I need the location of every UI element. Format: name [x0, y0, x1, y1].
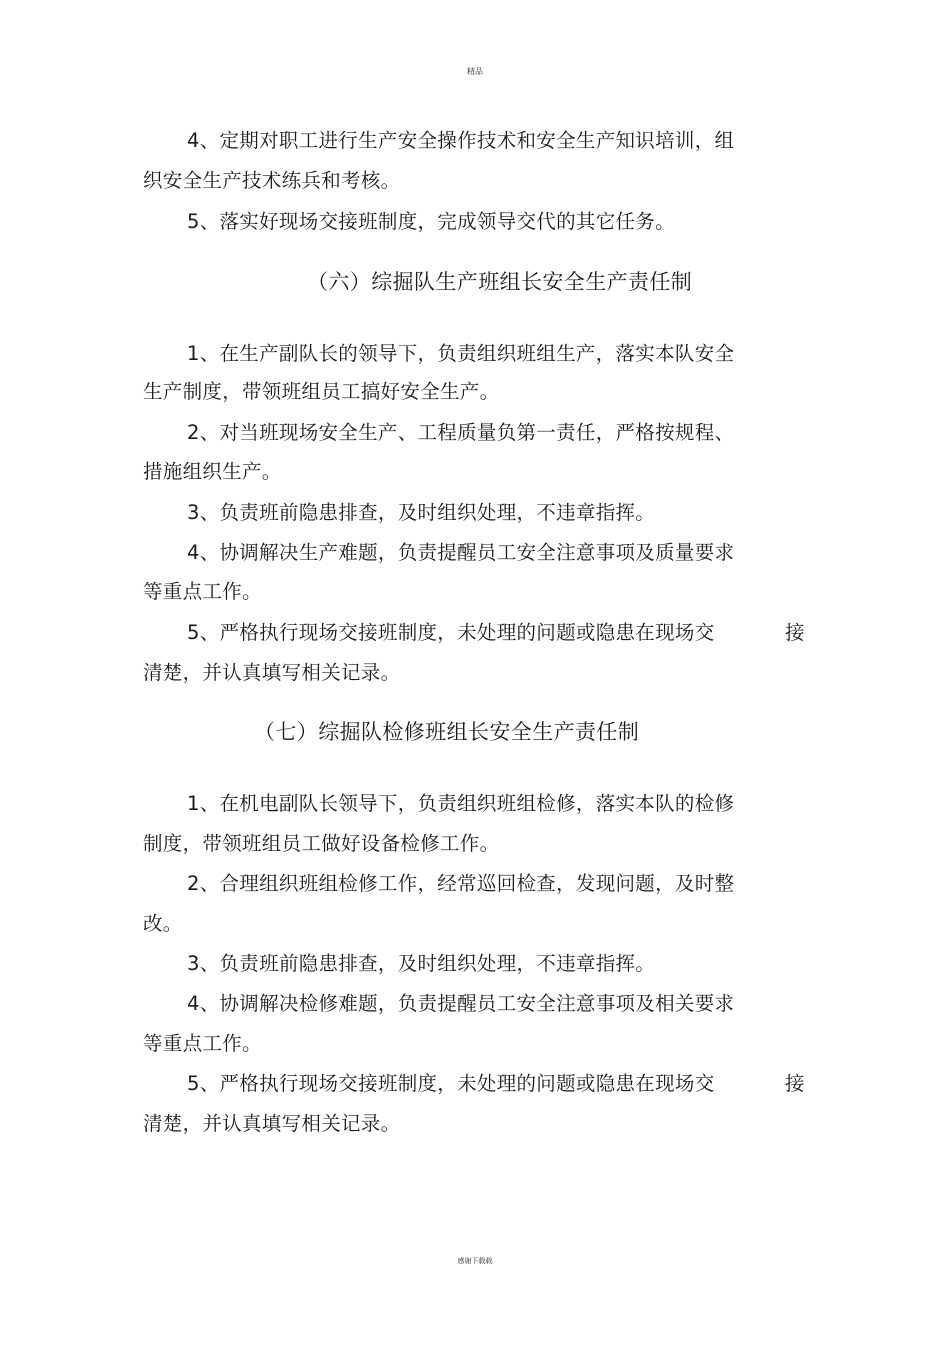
item-text-continued: 清楚，并认真填写相关记录。: [143, 661, 401, 684]
item-text: 4、协调解决生产难题，负责提醒员工安全注意事项及质量要求: [187, 541, 735, 564]
section-title: （七）综掘队检修班组长安全生产责任制: [254, 720, 640, 744]
item-text-continued: 制度，带领班组员工做好设备检修工作。: [143, 832, 500, 855]
item-text-continued: 清楚，并认真填写相关记录。: [143, 1112, 401, 1135]
item-text: 1、在机电副队长领导下，负责组织班组检修，落实本队的检修: [187, 792, 735, 815]
item-text-continued: 织安全生产技术练兵和考核。: [143, 169, 401, 192]
item-text-tail: 接: [785, 1072, 805, 1095]
item-text-continued: 等重点工作。: [143, 1032, 262, 1055]
item-text: 3、负责班前隐患排查，及时组织处理，不违章指挥。: [187, 952, 656, 975]
item-text: 5、落实好现场交接班制度，完成领导交代的其它任务。: [187, 210, 675, 233]
item-text-continued: 等重点工作。: [143, 580, 262, 603]
section-title: （六）综掘队生产班组长安全生产责任制: [307, 270, 693, 294]
page-header: 精品: [467, 67, 483, 76]
item-text: 5、严格执行现场交接班制度，未处理的问题或隐患在现场交: [187, 1072, 715, 1095]
item-text: 3、负责班前隐患排查，及时组织处理，不违章指挥。: [187, 501, 656, 524]
item-text: 4、协调解决检修难题，负责提醒员工安全注意事项及相关要求: [187, 992, 735, 1015]
item-text: 2、合理组织班组检修工作，经常巡回检查，发现问题，及时整: [187, 872, 735, 895]
item-text: 1、在生产副队长的领导下，负责组织班组生产，落实本队安全: [187, 342, 735, 365]
item-text: 4、定期对职工进行生产安全操作技术和安全生产知识培训，组: [187, 129, 735, 152]
item-text-continued: 措施组织生产。: [143, 460, 282, 483]
item-text-tail: 接: [785, 621, 805, 644]
item-text: 5、严格执行现场交接班制度，未处理的问题或隐患在现场交: [187, 621, 715, 644]
item-text-continued: 改。: [143, 912, 183, 935]
item-text: 2、对当班现场安全生产、工程质量负第一责任，严格按规程、: [187, 421, 735, 444]
item-text-continued: 生产制度，带领班组员工搞好安全生产。: [143, 380, 500, 403]
page-footer: 感谢下载载: [457, 1257, 493, 1265]
